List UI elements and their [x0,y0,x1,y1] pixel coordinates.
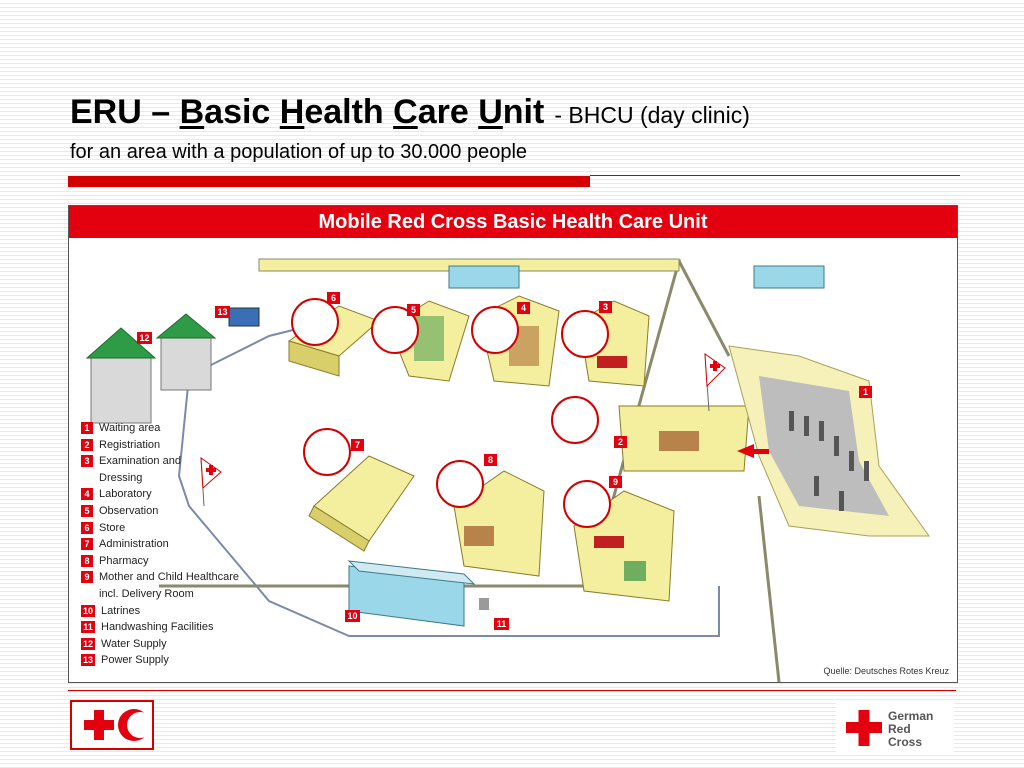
legend-number: 6 [81,522,93,534]
legend-item [81,553,291,570]
marker-9: 9 [609,476,622,488]
legend-number: 12 [82,638,93,649]
title-initial-u: U [478,93,503,131]
legend-number: 3 [81,455,93,467]
legend-item [81,636,291,653]
title-initial-c: C [393,93,418,131]
legend-label: Observation [99,504,159,517]
title-main [70,93,544,131]
latrine-block-top [449,266,519,288]
legend-number: 7 [81,538,93,550]
german-red-cross-logo [836,700,954,755]
latrines [349,561,474,626]
legend-number: 4 [81,488,93,500]
legend-item [81,652,291,669]
administration-icon [303,428,351,476]
legend-label: incl. Delivery Room [99,587,194,600]
legend-label: Waiting area [99,422,161,434]
fence-segment [759,496,779,682]
microscope-icon [471,306,519,354]
legend-item [81,420,291,437]
red-cross-icon [836,700,886,755]
marker-7: 7 [351,439,364,451]
latrine-block-top [754,266,824,288]
handwashing-station [479,598,489,610]
marker-1: 1 [859,386,872,398]
legend-label: Examination and [99,455,181,468]
legend-item [81,603,291,620]
marker-2: 2 [614,436,627,448]
legend-number: 9 [81,571,93,583]
legend-number: 10 [82,605,93,616]
illustration-banner: Mobile Red Cross Basic Health Care Unit [69,206,957,238]
title-word-care: are [417,93,479,131]
store-icon [291,298,339,346]
slide-subtitle: for an area with a population of up to 30.000 people [70,141,528,163]
legend [81,420,291,669]
legend-label: Handwashing Facilities [101,621,214,634]
legend-number: 8 [81,555,93,567]
legend-item [81,470,291,487]
fence-segment [679,261,729,356]
legend-number: 11 [81,621,95,633]
legend-label: Registriation [99,438,161,451]
title-suffix: - BHCU (day clinic) [554,102,750,128]
legend-number: 2 [81,439,93,451]
title-word-unit: nit [502,93,545,131]
marker-10: 10 [345,610,360,622]
legend-item [81,619,291,636]
red-cross-flag [705,354,725,411]
marker-3: 3 [599,301,612,313]
marker-5: 5 [407,304,420,316]
legend-label: Mother and Child Healthcare [99,571,240,584]
legend-label: Power Supply [101,654,169,667]
marker-13: 13 [215,306,230,318]
legend-item [81,503,291,520]
legend-label: Pharmacy [99,554,149,567]
footer-rule [68,690,956,691]
source-credit: Quelle: Deutsches Rotes Kreuz [823,666,949,676]
legend-item [81,569,291,586]
legend-item [81,437,291,454]
legend-number: 5 [81,505,93,517]
legend-number: 1 [81,422,93,434]
legend-number [81,472,93,484]
legend-label: Administration [99,538,169,551]
title-word-health: ealth [304,93,394,131]
slide-title-block [70,92,960,164]
title-prefix: ERU – [70,93,180,131]
title-underline-bar [68,176,590,187]
legend-label: Store [99,521,126,534]
slide-title [70,92,960,139]
marker-8: 8 [484,454,497,466]
legend-number: 13 [82,655,93,666]
title-underline-thin [590,175,960,176]
legend-item [81,536,291,553]
german-red-cross-wordmark: German Red Cross [888,709,934,749]
title-initial-h: H [279,93,305,131]
legend-label: Dressing [99,471,143,484]
marker-12: 12 [137,332,152,344]
marker-4: 4 [517,302,530,314]
generator [229,308,259,326]
registration-icon [551,396,599,444]
legend-item [81,453,291,470]
legend-number [81,588,93,600]
title-word-basic: asic [204,93,280,131]
legend-item [81,520,291,537]
legend-label: Laboratory [99,488,152,501]
legend-item [81,486,291,503]
title-initial-b: B [179,93,205,131]
bhcu-illustration [68,205,958,683]
marker-11: 11 [494,618,509,630]
water-tank [157,314,215,390]
marker-6: 6 [327,292,340,304]
red-cross-red-crescent-logo [70,700,154,750]
pharmacy-icon [436,460,484,508]
cross-crescent-icon [72,702,152,748]
legend-label: Latrines [101,604,141,617]
tent-registration [619,406,749,471]
mother-child-icon [563,480,611,528]
legend-label: Water Supply [101,637,167,650]
examination-icon [561,310,609,358]
legend-item [81,586,291,603]
